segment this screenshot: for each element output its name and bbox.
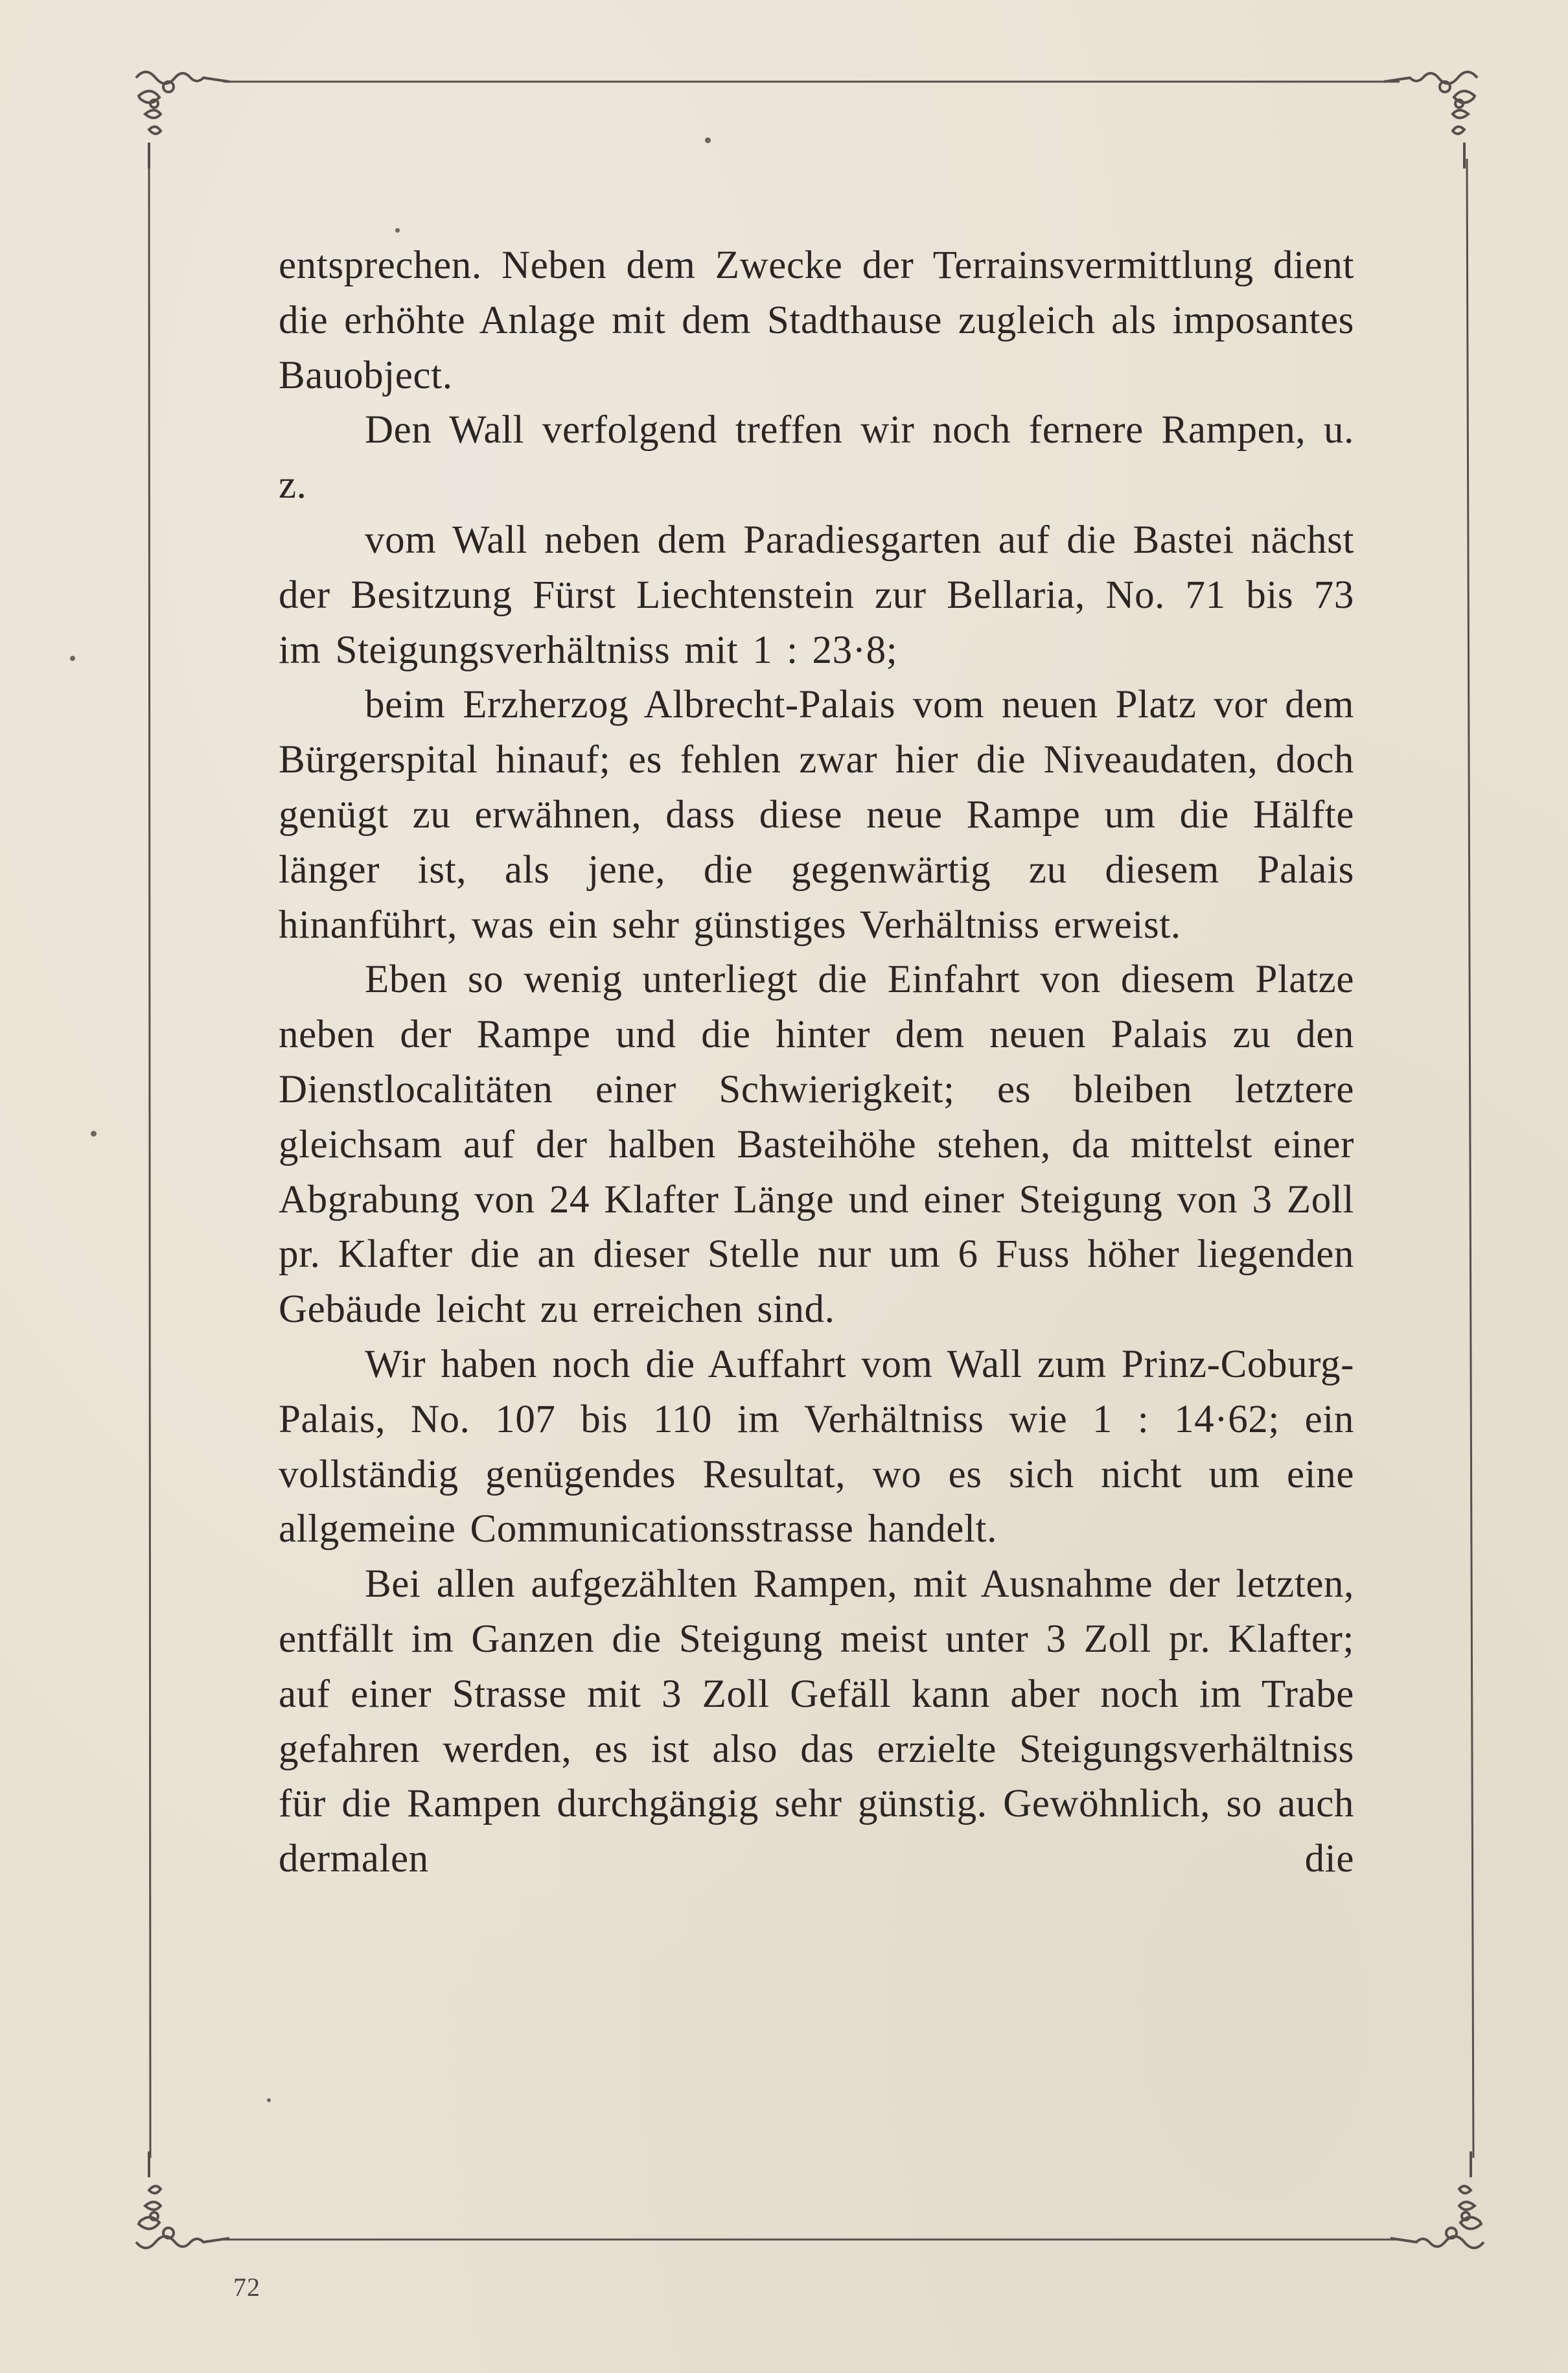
paper-speck: [395, 228, 400, 233]
paragraph: entsprechen. Neben dem Zwecke der Terrainsvermittlung dient die erhöhte Anlage mit dem Stadthause zugleich als imposantes Bauobject.: [279, 244, 1354, 397]
scroll-flourish-icon: [136, 2151, 229, 2248]
scroll-flourish-icon: [1390, 2151, 1484, 2248]
paper-speck: [267, 2098, 271, 2102]
frame-right-rule: [1467, 159, 1473, 2158]
paragraph: Wir haben noch die Auffahrt vom Wall zum Prinz-Coburg-Palais, No. 107 bis 110 im Verhältniss wie 1 : 14·62; ein vollständig genügendes Resultat, wo es sich nicht um eine allgemeine Communicationsstrasse handelt.: [279, 1342, 1354, 1551]
paper-speck: [705, 137, 711, 143]
scroll-flourish-icon: [1384, 72, 1477, 168]
scroll-flourish-icon: [136, 72, 229, 168]
paragraph: Den Wall verfolgend treffen wir noch fernere Rampen, u. z.: [279, 408, 1354, 507]
paper-speck: [91, 1131, 97, 1137]
paragraph: beim Erzherzog Albrecht-Palais vom neuen Platz vor dem Bürgerspital hinauf; es fehlen zwar hier die Niveaudaten, doch genügt zu erwähnen, dass diese neue Rampe um die Hälfte länger ist, als jene, die gegenwärtig zu diesem Palais hinanführt, was ein sehr günstiges Verhältniss erweist.: [279, 683, 1354, 947]
paragraph: Eben so wenig unterliegt die Einfahrt von diesem Platze neben der Rampe und die hinter dem neuen Palais zu den Dienstlocalitäten einer Schwierigkeit; es bleiben letztere gleichsam auf der halben Basteihöhe stehen, da mittelst einer Abgrabung von 24 Klafter Länge und einer Steigung von 3 Zoll pr. Klafter die an dieser Stelle nur um 6 Fuss höher liegenden Gebäude leicht zu erreichen sind.: [279, 958, 1354, 1332]
paragraph: Bei allen aufgezählten Rampen, mit Ausnahme der letzten, entfällt im Ganzen die Steigung meist unter 3 Zoll pr. Klafter; auf einer Strasse mit 3 Zoll Gefäll kann aber noch im Trabe gefahren werden, es ist also das erzielte Steigungsverhältniss für die Rampen durchgängig sehr günstig. Gewöhnlich, so auch dermalen die: [279, 1562, 1354, 1881]
paper-speck: [70, 656, 75, 661]
frame-left-rule: [149, 159, 150, 2158]
page-number: 72: [233, 2273, 260, 2302]
body-text: [279, 238, 1354, 1887]
paragraph: vom Wall neben dem Paradiesgarten auf die Bastei nächst der Besitzung Fürst Liechtenstein zur Bellaria, No. 71 bis 73 im Steigungsverhältniss mit 1 : 23·8;: [279, 518, 1354, 672]
